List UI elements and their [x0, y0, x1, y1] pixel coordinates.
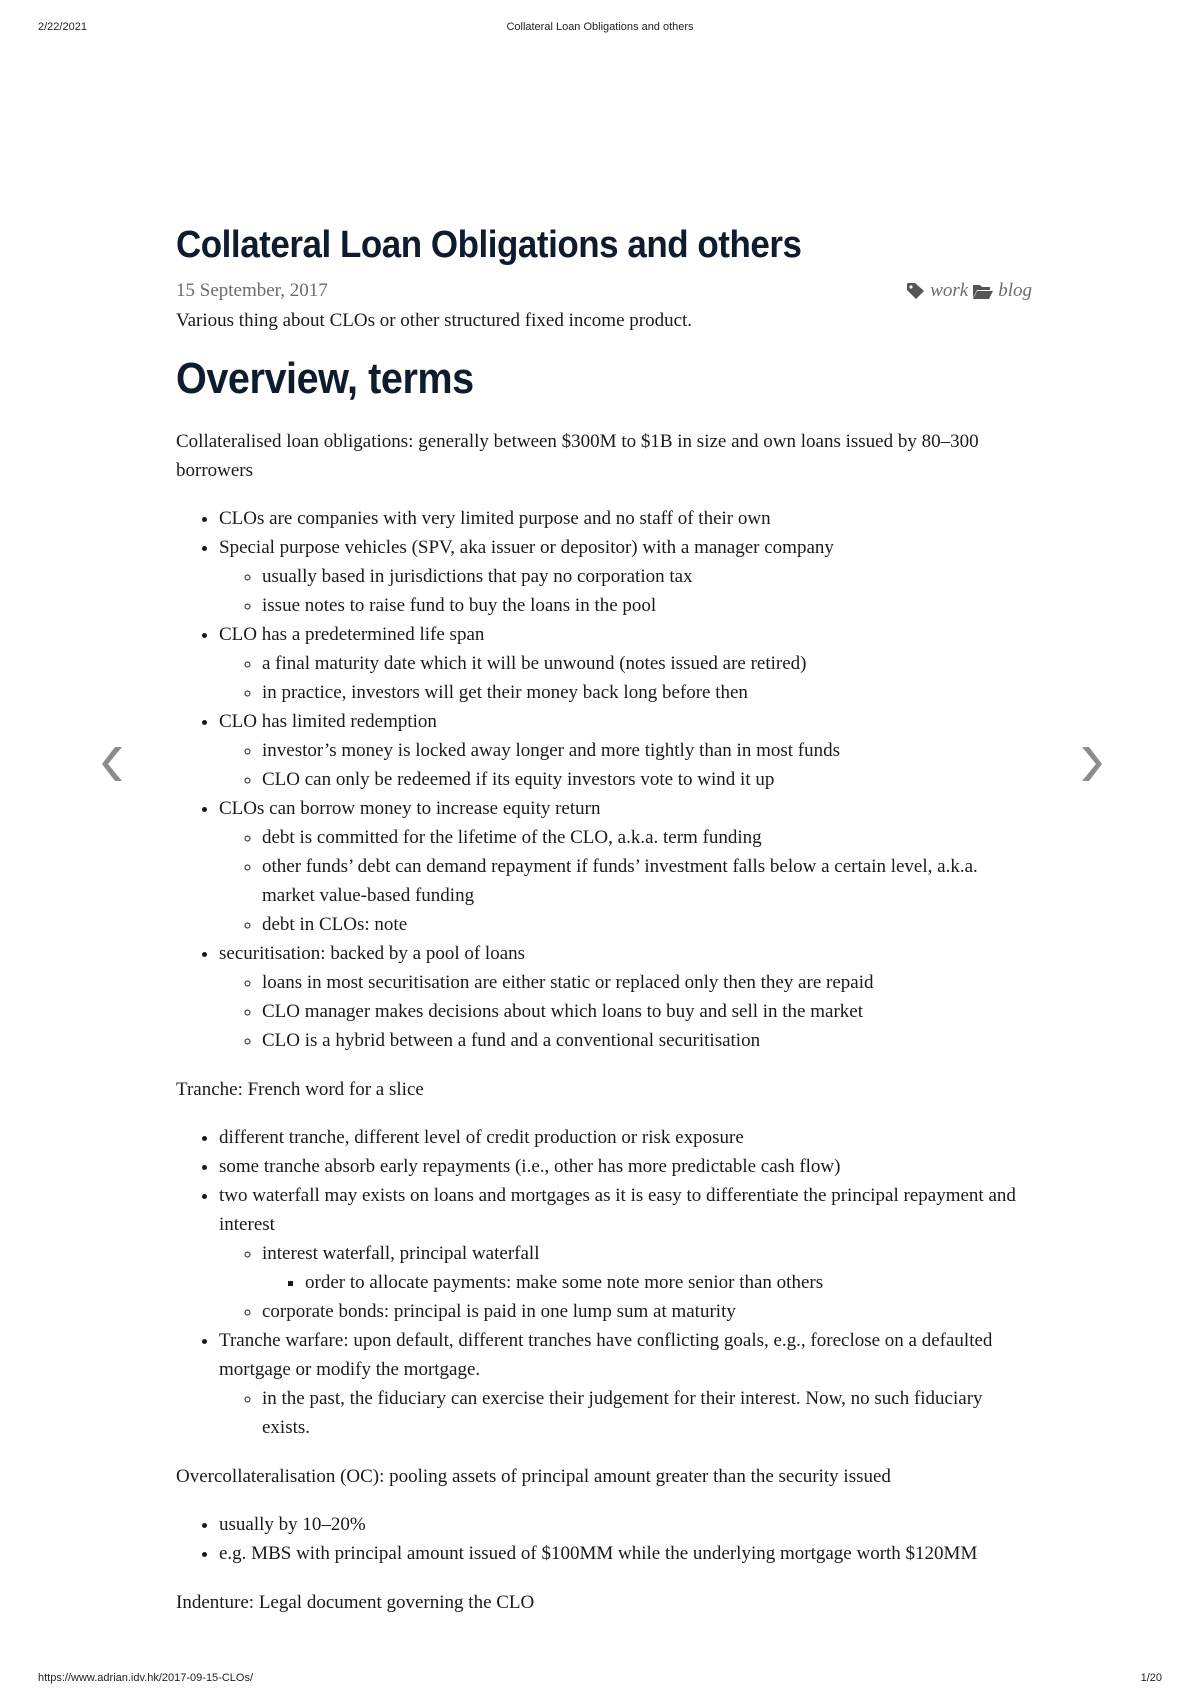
list-item: ◦ CLO manager makes decisions about which loans to buy and sell in the market	[262, 997, 1032, 1026]
list-item: ◦ interest waterfall, principal waterfall ▪ order to allocate payments: make some note more senior than others	[262, 1239, 1032, 1297]
page-title: Collateral Loan Obligations and others	[176, 224, 802, 266]
list-item: ◦ investor’s money is locked away longer and more tightly than in most funds	[262, 736, 1032, 765]
intro-paragraph: Various thing about CLOs or other structured fixed income product.	[176, 310, 693, 331]
chevron-left-icon[interactable]	[100, 744, 126, 784]
list-item: • CLO has a predetermined life span ◦ a final maturity date which it will be unwound (notes issued are retired) ◦ in practice, investors will get their money back long before then	[219, 620, 1032, 707]
oc-lead-paragraph: Overcollateralisation (OC): pooling assets of principal amount greater than the security issued	[176, 1466, 891, 1487]
list-item: • some tranche absorb early repayments (i.e., other has more predictable cash flow)	[219, 1152, 1032, 1181]
list-item: • different tranche, different level of credit production or risk exposure	[219, 1123, 1032, 1152]
tag-icon	[906, 282, 926, 300]
post-meta	[176, 276, 1032, 306]
list-item: ◦ a final maturity date which it will be unwound (notes issued are retired)	[262, 649, 1032, 678]
list-item: • e.g. MBS with principal amount issued of $100MM while the underlying mortgage worth $120MM	[219, 1539, 1032, 1568]
list-item: ◦ issue notes to raise fund to buy the loans in the pool	[262, 591, 1032, 620]
list-item: • CLO has limited redemption ◦ investor’s money is locked away longer and more tightly than in most funds ◦ CLO can only be redeemed if its equity investors vote to wind it up	[219, 707, 1032, 794]
folder-open-icon	[972, 282, 994, 300]
list-item: ◦ debt in CLOs: note	[262, 910, 1032, 939]
print-footer	[38, 1672, 1162, 1688]
category-link-blog[interactable]: blog	[998, 280, 1032, 301]
list-item: ◦ CLO can only be redeemed if its equity investors vote to wind it up	[262, 765, 1032, 794]
list-item: ◦ other funds’ debt can demand repayment if funds’ investment falls below a certain level, a.k.a. market value-based funding	[262, 852, 1032, 910]
tag-link-work[interactable]: work	[930, 280, 969, 301]
list-item: • usually by 10–20%	[219, 1510, 1032, 1539]
list-item: ◦ debt is committed for the lifetime of the CLO, a.k.a. term funding	[262, 823, 1032, 852]
print-title: Collateral Loan Obligations and others	[506, 21, 694, 33]
list-item: ▪ order to allocate payments: make some note more senior than others	[305, 1268, 1032, 1297]
oc-list	[176, 1510, 1032, 1568]
clo-lead-paragraph: Collateralised loan obligations: generally between $300M to $1B in size and own loans issued by 80–300 borrowers	[176, 431, 979, 481]
list-item: • CLOs are companies with very limited purpose and no staff of their own	[219, 504, 1032, 533]
list-item: • CLOs can borrow money to increase equity return ◦ debt is committed for the lifetime of the CLO, a.k.a. term funding ◦ other funds’ debt can demand repayment if funds’ investment falls below a certain level, a.k.a. market value-based funding ◦ debt in CLOs: note	[219, 794, 1032, 939]
print-page-number: 1/20	[1140, 1672, 1162, 1684]
list-item: ◦ CLO is a hybrid between a fund and a conventional securitisation	[262, 1026, 1032, 1055]
clo-list	[176, 504, 1032, 1055]
print-date: 2/22/2021	[38, 21, 87, 33]
list-item: ◦ in practice, investors will get their money back long before then	[262, 678, 1032, 707]
list-item: • securitisation: backed by a pool of loans ◦ loans in most securitisation are either static or replaced only then they are repaid ◦ CLO manager makes decisions about which loans to buy and sell in the market ◦ CLO is a hybrid between a fund and a conventional securitisation	[219, 939, 1032, 1055]
list-item: • Special purpose vehicles (SPV, aka issuer or depositor) with a manager company ◦ usually based in jurisdictions that pay no corporation tax ◦ issue notes to raise fund to buy the loans in the pool	[219, 533, 1032, 620]
list-item: ◦ corporate bonds: principal is paid in one lump sum at maturity	[262, 1297, 1032, 1326]
section-heading: Overview, terms	[176, 354, 474, 403]
print-url: https://www.adrian.idv.hk/2017-09-15-CLOs/	[38, 1672, 254, 1684]
print-header	[38, 21, 1162, 37]
list-item: ◦ in the past, the fiduciary can exercise their judgement for their interest. Now, no such fiduciary exists.	[262, 1384, 1032, 1442]
tranche-list	[176, 1123, 1032, 1442]
chevron-right-icon[interactable]	[1078, 744, 1104, 784]
post-taxonomy	[906, 280, 1032, 302]
list-item: ◦ usually based in jurisdictions that pay no corporation tax	[262, 562, 1032, 591]
tranche-lead-paragraph: Tranche: French word for a slice	[176, 1079, 424, 1100]
list-item: ◦ loans in most securitisation are either static or replaced only then they are repaid	[262, 968, 1032, 997]
list-item: • Tranche warfare: upon default, different tranches have conflicting goals, e.g., foreclose on a defaulted mortgage or modify the mortgage. ◦ in the past, the fiduciary can exercise their judgement for their interest. Now, no such fiduciary exists.	[219, 1326, 1032, 1442]
indenture-paragraph: Indenture: Legal document governing the CLO	[176, 1592, 535, 1613]
list-item: • two waterfall may exists on loans and mortgages as it is easy to differentiate the principal repayment and interest ◦ interest waterfall, principal waterfall ▪ order to allocate payments: make some note more senior than others ◦ corporate bonds: principal is paid in one lump sum at maturity	[219, 1181, 1032, 1326]
post-date: 15 September, 2017	[176, 280, 328, 301]
article	[176, 222, 1032, 1617]
